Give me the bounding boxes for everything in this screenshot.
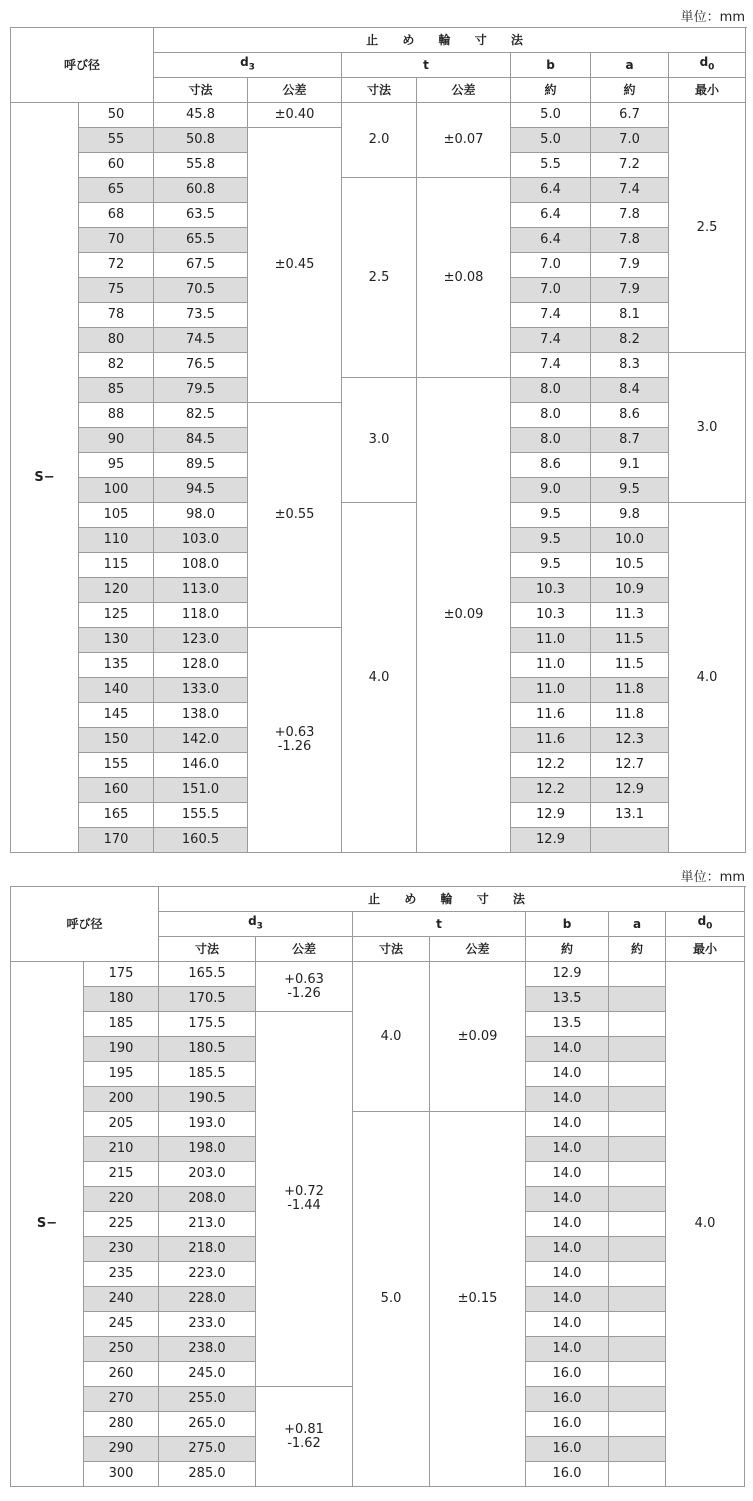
- b-cell: 8.6: [511, 453, 591, 478]
- b-cell: 7.0: [511, 278, 591, 303]
- b-cell: 5.0: [511, 128, 591, 153]
- b-cell: 16.0: [526, 1362, 609, 1387]
- d3-size-cell: 245.0: [159, 1362, 256, 1387]
- a-cell: [609, 1112, 666, 1137]
- a-cell: 11.5: [591, 653, 669, 678]
- d3-size-cell: 133.0: [154, 678, 248, 703]
- d3-size-cell: 74.5: [154, 328, 248, 353]
- nominal-cell: 230: [84, 1237, 159, 1262]
- d3-size-cell: 82.5: [154, 403, 248, 428]
- d3-size-header: 寸法: [154, 78, 248, 103]
- nominal-cell: 200: [84, 1087, 159, 1112]
- a-cell: 10.5: [591, 553, 669, 578]
- d3-size-cell: 160.5: [154, 828, 248, 853]
- a-cell: 10.0: [591, 528, 669, 553]
- nominal-cell: 300: [84, 1462, 159, 1487]
- d3-size-cell: 65.5: [154, 228, 248, 253]
- b-cell: 7.4: [511, 303, 591, 328]
- d3-size-cell: 155.5: [154, 803, 248, 828]
- d3-size-cell: 175.5: [159, 1012, 256, 1037]
- d3-header: [154, 53, 342, 78]
- d3-tolerance-cell: ±0.40: [248, 103, 342, 128]
- a-cell: [609, 1212, 666, 1237]
- b-cell: 14.0: [526, 1312, 609, 1337]
- unit-label: 単位：mm: [680, 870, 745, 885]
- t-size-header: 寸法: [353, 937, 430, 962]
- d3-size-cell: 151.0: [154, 778, 248, 803]
- a-cell: [609, 1037, 666, 1062]
- a-cell: [609, 987, 666, 1012]
- d3-header: [159, 912, 353, 937]
- nominal-cell: 210: [84, 1137, 159, 1162]
- b-cell: 8.0: [511, 378, 591, 403]
- nominal-cell: 90: [79, 428, 154, 453]
- nominal-cell: 72: [79, 253, 154, 278]
- b-cell: 12.2: [511, 778, 591, 803]
- table-row: [11, 103, 746, 128]
- d3-size-cell: 275.0: [159, 1437, 256, 1462]
- a-cell: 11.5: [591, 628, 669, 653]
- b-cell: 6.4: [511, 178, 591, 203]
- d3-symbol: d: [248, 914, 257, 929]
- a-cell: 7.9: [591, 253, 669, 278]
- a-cell: [609, 1362, 666, 1387]
- a-cell: [609, 1312, 666, 1337]
- t-tolerance-header: 公差: [430, 937, 526, 962]
- t-tolerance-cell: ±0.07: [417, 103, 511, 178]
- b-cell: 10.3: [511, 578, 591, 603]
- nominal-cell: 75: [79, 278, 154, 303]
- d3-size-cell: 79.5: [154, 378, 248, 403]
- a-cell: [609, 1412, 666, 1437]
- b-cell: 9.5: [511, 503, 591, 528]
- d3-size-cell: 84.5: [154, 428, 248, 453]
- d0-header: [666, 912, 745, 937]
- d0-min-cell: 4.0: [669, 503, 746, 853]
- d3-size-cell: 255.0: [159, 1387, 256, 1412]
- dimension-table-1: [10, 27, 746, 853]
- d3-symbol: d: [240, 55, 249, 70]
- d3-size-cell: 89.5: [154, 453, 248, 478]
- series-prefix: S−: [11, 103, 79, 853]
- a-cell: 7.2: [591, 153, 669, 178]
- nominal-cell: 225: [84, 1212, 159, 1237]
- d3-tolerance-cell: +0.63 -1.26: [248, 628, 342, 853]
- d3-size-cell: 203.0: [159, 1162, 256, 1187]
- nominal-cell: 82: [79, 353, 154, 378]
- a-cell: 12.7: [591, 753, 669, 778]
- t-size-cell: 4.0: [342, 503, 417, 853]
- d0-symbol: d: [699, 55, 709, 70]
- d0-subscript: 0: [706, 921, 713, 932]
- b-cell: 14.0: [526, 1187, 609, 1212]
- d3-size-cell: 103.0: [154, 528, 248, 553]
- a-cell: 11.8: [591, 703, 669, 728]
- d3-size-cell: 98.0: [154, 503, 248, 528]
- t-tolerance-header: 公差: [417, 78, 511, 103]
- nominal-cell: 115: [79, 553, 154, 578]
- nominal-cell: 88: [79, 403, 154, 428]
- b-cell: 6.4: [511, 203, 591, 228]
- a-cell: 7.0: [591, 128, 669, 153]
- d3-tolerance-cell: ±0.55: [248, 403, 342, 628]
- d3-size-cell: 285.0: [159, 1462, 256, 1487]
- d3-size-cell: 142.0: [154, 728, 248, 753]
- a-cell: 7.9: [591, 278, 669, 303]
- b-cell: 5.5: [511, 153, 591, 178]
- nominal-cell: 70: [79, 228, 154, 253]
- d3-size-cell: 60.8: [154, 178, 248, 203]
- t-tolerance-cell: ±0.08: [417, 178, 511, 378]
- d3-size-cell: 128.0: [154, 653, 248, 678]
- a-cell: [609, 1062, 666, 1087]
- d3-size-cell: 146.0: [154, 753, 248, 778]
- b-cell: 12.9: [526, 962, 609, 987]
- b-cell: 13.5: [526, 987, 609, 1012]
- t-header: t: [353, 912, 526, 937]
- ring-dimensions-header: 止 め 輪 寸 法: [159, 887, 745, 912]
- nominal-cell: 145: [79, 703, 154, 728]
- d3-size-cell: 218.0: [159, 1237, 256, 1262]
- table-row: [11, 178, 746, 203]
- table-row: [11, 1112, 745, 1137]
- d3-size-cell: 170.5: [159, 987, 256, 1012]
- t-size-cell: 2.0: [342, 103, 417, 178]
- b-cell: 16.0: [526, 1437, 609, 1462]
- nominal-cell: 130: [79, 628, 154, 653]
- a-cell: [609, 1137, 666, 1162]
- nominal-cell: 215: [84, 1162, 159, 1187]
- nominal-cell: 55: [79, 128, 154, 153]
- nominal-cell: 220: [84, 1187, 159, 1212]
- d3-size-cell: 118.0: [154, 603, 248, 628]
- t-tolerance-cell: ±0.15: [430, 1112, 526, 1487]
- d0-min-cell: 2.5: [669, 103, 746, 353]
- d3-size-cell: 67.5: [154, 253, 248, 278]
- d3-size-cell: 55.8: [154, 153, 248, 178]
- nominal-cell: 240: [84, 1287, 159, 1312]
- b-cell: 10.3: [511, 603, 591, 628]
- a-cell: [609, 1012, 666, 1037]
- b-cell: 14.0: [526, 1287, 609, 1312]
- unit-label: 単位：mm: [680, 10, 745, 25]
- nominal-cell: 60: [79, 153, 154, 178]
- b-cell: 14.0: [526, 1237, 609, 1262]
- a-cell: 7.8: [591, 228, 669, 253]
- d3-size-cell: 185.5: [159, 1062, 256, 1087]
- d0-min-cell: 4.0: [666, 962, 745, 1487]
- a-cell: 11.3: [591, 603, 669, 628]
- a-cell: [609, 1462, 666, 1487]
- nominal-cell: 125: [79, 603, 154, 628]
- b-cell: 13.5: [526, 1012, 609, 1037]
- d3-size-cell: 165.5: [159, 962, 256, 987]
- d3-size-cell: 208.0: [159, 1187, 256, 1212]
- a-approx-header: 約: [609, 937, 666, 962]
- d3-size-cell: 70.5: [154, 278, 248, 303]
- a-cell: 8.7: [591, 428, 669, 453]
- b-cell: 14.0: [526, 1137, 609, 1162]
- d0-min-header: 最小: [666, 937, 745, 962]
- b-cell: 14.0: [526, 1112, 609, 1137]
- d0-symbol: d: [697, 914, 707, 929]
- d3-size-cell: 76.5: [154, 353, 248, 378]
- b-cell: 14.0: [526, 1212, 609, 1237]
- a-cell: 8.6: [591, 403, 669, 428]
- nominal-cell: 280: [84, 1412, 159, 1437]
- b-cell: 9.5: [511, 553, 591, 578]
- t-size-header: 寸法: [342, 78, 417, 103]
- d3-size-cell: 233.0: [159, 1312, 256, 1337]
- d3-size-cell: 228.0: [159, 1287, 256, 1312]
- b-cell: 14.0: [526, 1337, 609, 1362]
- nominal-cell: 190: [84, 1037, 159, 1062]
- a-cell: [609, 962, 666, 987]
- d0-min-header: 最小: [669, 78, 746, 103]
- d3-size-cell: 123.0: [154, 628, 248, 653]
- a-cell: [609, 1437, 666, 1462]
- d3-size-cell: 50.8: [154, 128, 248, 153]
- nominal-cell: 245: [84, 1312, 159, 1337]
- nominal-cell: 260: [84, 1362, 159, 1387]
- a-cell: 12.9: [591, 778, 669, 803]
- a-cell: 7.4: [591, 178, 669, 203]
- d3-size-cell: 238.0: [159, 1337, 256, 1362]
- a-cell: [609, 1387, 666, 1412]
- b-cell: 7.4: [511, 353, 591, 378]
- a-cell: [609, 1287, 666, 1312]
- table-row: [11, 503, 746, 528]
- d3-tolerance-cell: +0.81 -1.62: [256, 1387, 353, 1487]
- nominal-cell: 150: [79, 728, 154, 753]
- nominal-cell: 78: [79, 303, 154, 328]
- a-cell: 6.7: [591, 103, 669, 128]
- b-cell: 14.0: [526, 1087, 609, 1112]
- a-cell: [609, 1187, 666, 1212]
- header-row: [11, 28, 746, 53]
- d0-subscript: 0: [708, 62, 715, 73]
- nominal-cell: 120: [79, 578, 154, 603]
- dimension-table-2: [10, 886, 745, 1487]
- d3-size-cell: 180.5: [159, 1037, 256, 1062]
- b-header: b: [511, 53, 591, 78]
- ring-dimensions-header: 止 め 輪 寸 法: [154, 28, 746, 53]
- b-cell: 14.0: [526, 1162, 609, 1187]
- b-cell: 16.0: [526, 1412, 609, 1437]
- d3-size-cell: 113.0: [154, 578, 248, 603]
- a-cell: 8.2: [591, 328, 669, 353]
- nominal-cell: 180: [84, 987, 159, 1012]
- b-cell: 16.0: [526, 1462, 609, 1487]
- t-size-cell: 4.0: [353, 962, 430, 1112]
- nominal-cell: 170: [79, 828, 154, 853]
- a-cell: 9.5: [591, 478, 669, 503]
- a-cell: [591, 828, 669, 853]
- nominal-cell: 235: [84, 1262, 159, 1287]
- nominal-cell: 80: [79, 328, 154, 353]
- b-cell: 11.6: [511, 728, 591, 753]
- b-cell: 14.0: [526, 1062, 609, 1087]
- b-cell: 8.0: [511, 428, 591, 453]
- b-approx-header: 約: [511, 78, 591, 103]
- d3-size-cell: 190.5: [159, 1087, 256, 1112]
- b-header: b: [526, 912, 609, 937]
- b-cell: 5.0: [511, 103, 591, 128]
- d0-header: [669, 53, 746, 78]
- b-cell: 7.4: [511, 328, 591, 353]
- a-cell: [609, 1237, 666, 1262]
- nominal-cell: 140: [79, 678, 154, 703]
- a-approx-header: 約: [591, 78, 669, 103]
- d3-tolerance-cell: +0.63 -1.26: [256, 962, 353, 1012]
- a-cell: 8.1: [591, 303, 669, 328]
- table-row: [11, 378, 746, 403]
- nominal-cell: 95: [79, 453, 154, 478]
- a-cell: 9.8: [591, 503, 669, 528]
- a-cell: 9.1: [591, 453, 669, 478]
- d3-size-cell: 73.5: [154, 303, 248, 328]
- b-cell: 7.0: [511, 253, 591, 278]
- a-cell: 8.4: [591, 378, 669, 403]
- d3-size-cell: 108.0: [154, 553, 248, 578]
- nominal-cell: 100: [79, 478, 154, 503]
- nominal-cell: 85: [79, 378, 154, 403]
- nominal-diameter-header: 呼び径: [11, 28, 154, 103]
- d3-size-cell: 265.0: [159, 1412, 256, 1437]
- d3-subscript: 3: [256, 921, 263, 932]
- d3-tolerance-cell: ±0.45: [248, 128, 342, 403]
- nominal-cell: 110: [79, 528, 154, 553]
- d3-tolerance-cell: +0.72 -1.44: [256, 1012, 353, 1387]
- d3-size-header: 寸法: [159, 937, 256, 962]
- b-cell: 14.0: [526, 1262, 609, 1287]
- t-tolerance-cell: ±0.09: [417, 378, 511, 853]
- b-cell: 8.0: [511, 403, 591, 428]
- d3-size-cell: 45.8: [154, 103, 248, 128]
- b-cell: 14.0: [526, 1037, 609, 1062]
- b-cell: 6.4: [511, 228, 591, 253]
- nominal-cell: 270: [84, 1387, 159, 1412]
- t-size-cell: 2.5: [342, 178, 417, 378]
- table-row: [11, 962, 745, 987]
- a-cell: 7.8: [591, 203, 669, 228]
- nominal-cell: 155: [79, 753, 154, 778]
- t-header: t: [342, 53, 511, 78]
- nominal-cell: 68: [79, 203, 154, 228]
- nominal-cell: 290: [84, 1437, 159, 1462]
- d3-tolerance-header: 公差: [256, 937, 353, 962]
- a-cell: [609, 1262, 666, 1287]
- a-cell: 10.9: [591, 578, 669, 603]
- a-cell: 11.8: [591, 678, 669, 703]
- d3-size-cell: 213.0: [159, 1212, 256, 1237]
- a-header: a: [609, 912, 666, 937]
- nominal-diameter-header: 呼び径: [11, 887, 159, 962]
- b-cell: 9.5: [511, 528, 591, 553]
- nominal-cell: 160: [79, 778, 154, 803]
- nominal-cell: 185: [84, 1012, 159, 1037]
- nominal-cell: 65: [79, 178, 154, 203]
- b-cell: 11.0: [511, 653, 591, 678]
- nominal-cell: 205: [84, 1112, 159, 1137]
- a-cell: 13.1: [591, 803, 669, 828]
- a-cell: 12.3: [591, 728, 669, 753]
- b-approx-header: 約: [526, 937, 609, 962]
- d3-size-cell: 63.5: [154, 203, 248, 228]
- a-cell: [609, 1087, 666, 1112]
- b-cell: 12.9: [511, 803, 591, 828]
- b-cell: 11.0: [511, 628, 591, 653]
- d3-size-cell: 193.0: [159, 1112, 256, 1137]
- nominal-cell: 50: [79, 103, 154, 128]
- d3-size-cell: 94.5: [154, 478, 248, 503]
- d3-tolerance-header: 公差: [248, 78, 342, 103]
- b-cell: 12.9: [511, 828, 591, 853]
- b-cell: 16.0: [526, 1387, 609, 1412]
- t-size-cell: 5.0: [353, 1112, 430, 1487]
- nominal-cell: 250: [84, 1337, 159, 1362]
- b-cell: 12.2: [511, 753, 591, 778]
- a-cell: [609, 1337, 666, 1362]
- a-cell: [609, 1162, 666, 1187]
- nominal-cell: 105: [79, 503, 154, 528]
- nominal-cell: 165: [79, 803, 154, 828]
- b-cell: 9.0: [511, 478, 591, 503]
- t-size-cell: 3.0: [342, 378, 417, 503]
- nominal-cell: 135: [79, 653, 154, 678]
- d3-size-cell: 223.0: [159, 1262, 256, 1287]
- t-tolerance-cell: ±0.09: [430, 962, 526, 1112]
- b-cell: 11.0: [511, 678, 591, 703]
- nominal-cell: 175: [84, 962, 159, 987]
- d3-size-cell: 198.0: [159, 1137, 256, 1162]
- a-cell: 8.3: [591, 353, 669, 378]
- a-header: a: [591, 53, 669, 78]
- d3-subscript: 3: [248, 62, 255, 73]
- nominal-cell: 195: [84, 1062, 159, 1087]
- header-row: [11, 887, 745, 912]
- d3-size-cell: 138.0: [154, 703, 248, 728]
- b-cell: 11.6: [511, 703, 591, 728]
- d0-min-cell: 3.0: [669, 353, 746, 503]
- series-prefix: S−: [11, 962, 84, 1487]
